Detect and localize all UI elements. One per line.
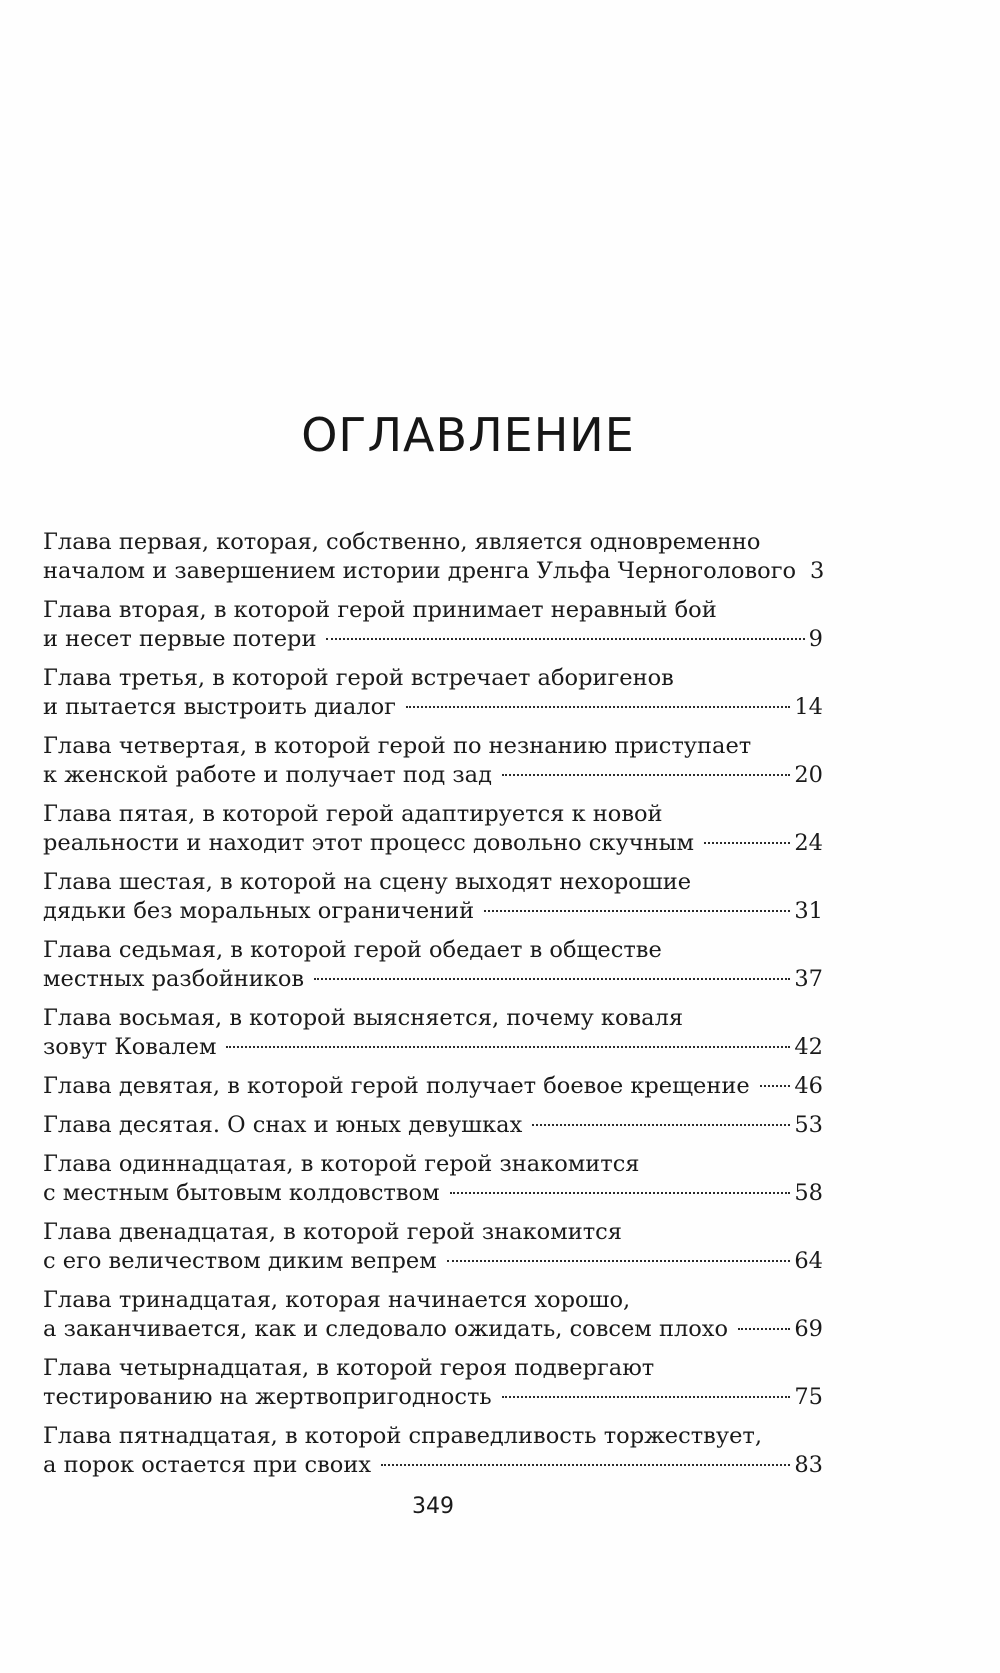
toc-entry-last-line — [43, 1179, 823, 1208]
dot-leader — [447, 1260, 791, 1262]
toc-entry-page-number: 75 — [794, 1384, 823, 1410]
toc-entry-title-line: Глава пятнадцатая, в которой справедливость торжествует, — [43, 1423, 762, 1449]
dot-leader — [406, 706, 790, 708]
toc-entry-title-line: Глава одиннадцатая, в которой герой знакомится — [43, 1151, 640, 1177]
toc-entry-title-line: а заканчивается, как и следовало ожидать, совсем плохо — [43, 1316, 729, 1342]
toc-entry — [43, 1218, 823, 1276]
toc-entry-title-line: Глава тринадцатая, которая начинается хорошо, — [43, 1287, 631, 1313]
toc-entry-page-number: 42 — [794, 1034, 823, 1060]
toc-entry-title-line: с местным бытовым колдовством — [43, 1180, 440, 1206]
toc-entry-last-line — [43, 829, 823, 858]
dot-leader — [226, 1046, 790, 1048]
dot-leader — [381, 1464, 790, 1466]
toc-entry — [43, 528, 823, 586]
toc-entry-page-number: 3 — [810, 558, 825, 584]
dot-leader — [314, 978, 790, 980]
toc-entry-last-line — [43, 693, 823, 722]
toc-entry-page-number: 31 — [794, 898, 823, 924]
toc-entry-last-line — [43, 1315, 823, 1344]
table-of-contents — [43, 528, 823, 1490]
dot-leader — [326, 638, 804, 640]
dot-leader — [502, 774, 790, 776]
toc-entry-last-line — [43, 1247, 823, 1276]
toc-entry-title-line: Глава шестая, в которой на сцену выходят нехорошие — [43, 869, 692, 895]
dot-leader — [484, 910, 790, 912]
toc-entry-page-number: 37 — [794, 966, 823, 992]
toc-entry-title-line: реальности и находит этот процесс довольно скучным — [43, 830, 694, 856]
toc-entry-last-line — [43, 897, 823, 926]
toc-entry-last-line — [43, 965, 823, 994]
toc-entry-page-number: 9 — [808, 626, 823, 652]
toc-entry — [43, 1354, 823, 1412]
toc-entry-title-line: и пытается выстроить диалог — [43, 694, 396, 720]
toc-entry-page-number: 58 — [794, 1180, 823, 1206]
toc-entry — [43, 1111, 823, 1140]
toc-entry-title-line: к женской работе и получает под зад — [43, 762, 492, 788]
toc-entry-title-line: дядьки без моральных ограничений — [43, 898, 475, 924]
toc-entry-last-line — [43, 1111, 823, 1140]
toc-entry-title-line: началом и завершением истории дренга Ульфа Черноголового — [43, 558, 797, 584]
dot-leader — [532, 1124, 790, 1126]
page-title: ОГЛАВЛЕНИЕ — [301, 408, 635, 462]
toc-entry-last-line — [43, 557, 823, 586]
toc-entry-page-number: 83 — [794, 1452, 823, 1478]
toc-entry-title-line: местных разбойников — [43, 966, 305, 992]
toc-entry-title-line: а порок остается при своих — [43, 1452, 372, 1478]
toc-entry-title-line: Глава седьмая, в которой герой обедает в обществе — [43, 937, 662, 963]
toc-entry-title-line: Глава восьмая, в которой выясняется, почему коваля — [43, 1005, 684, 1031]
toc-entry — [43, 1072, 823, 1101]
dot-leader — [502, 1396, 791, 1398]
dot-leader — [450, 1192, 791, 1194]
toc-entry-title-line: тестированию на жертвопригодность — [43, 1384, 492, 1410]
toc-entry-page-number: 14 — [794, 694, 823, 720]
toc-entry-title-line: Глава третья, в которой герой встречает аборигенов — [43, 665, 674, 691]
page-number: 349 — [412, 1494, 454, 1519]
dot-leader — [760, 1085, 791, 1087]
toc-entry-last-line — [43, 1072, 823, 1101]
toc-entry-page-number: 64 — [794, 1248, 823, 1274]
toc-entry-page-number: 20 — [794, 762, 823, 788]
dot-leader — [704, 842, 790, 844]
toc-entry — [43, 1150, 823, 1208]
toc-entry-title-line: Глава десятая. О снах и юных девушках — [43, 1112, 523, 1138]
toc-entry-page-number: 53 — [794, 1112, 823, 1138]
toc-entry-last-line — [43, 1033, 823, 1062]
toc-entry-title-line: Глава четырнадцатая, в которой героя подвергают — [43, 1355, 655, 1381]
toc-entry-last-line — [43, 761, 823, 790]
toc-entry — [43, 1422, 823, 1480]
toc-entry-last-line — [43, 1383, 823, 1412]
toc-entry — [43, 1286, 823, 1344]
toc-entry — [43, 664, 823, 722]
toc-entry-title-line: Глава первая, которая, собственно, является одновременно — [43, 529, 761, 555]
toc-entry-title-line: Глава пятая, в которой герой адаптируется к новой — [43, 801, 663, 827]
toc-entry — [43, 936, 823, 994]
toc-entry-last-line — [43, 625, 823, 654]
toc-entry-page-number: 46 — [794, 1073, 823, 1099]
toc-entry-title-line: с его величеством диким вепрем — [43, 1248, 437, 1274]
toc-entry — [43, 732, 823, 790]
toc-entry-title-line: Глава девятая, в которой герой получает боевое крещение — [43, 1073, 750, 1099]
toc-entry-title-line: Глава двенадцатая, в которой герой знакомится — [43, 1219, 622, 1245]
toc-entry — [43, 868, 823, 926]
toc-entry-title-line: Глава вторая, в которой герой принимает неравный бой — [43, 597, 717, 623]
toc-entry-title-line: и несет первые потери — [43, 626, 317, 652]
toc-entry-title-line: Глава четвертая, в которой герой по незнанию приступает — [43, 733, 752, 759]
toc-entry — [43, 596, 823, 654]
toc-entry-page-number: 24 — [794, 830, 823, 856]
toc-entry — [43, 800, 823, 858]
toc-entry-title-line: зовут Ковалем — [43, 1034, 217, 1060]
toc-entry — [43, 1004, 823, 1062]
toc-entry-last-line — [43, 1451, 823, 1480]
dot-leader — [738, 1328, 790, 1330]
toc-entry-page-number: 69 — [794, 1316, 823, 1342]
